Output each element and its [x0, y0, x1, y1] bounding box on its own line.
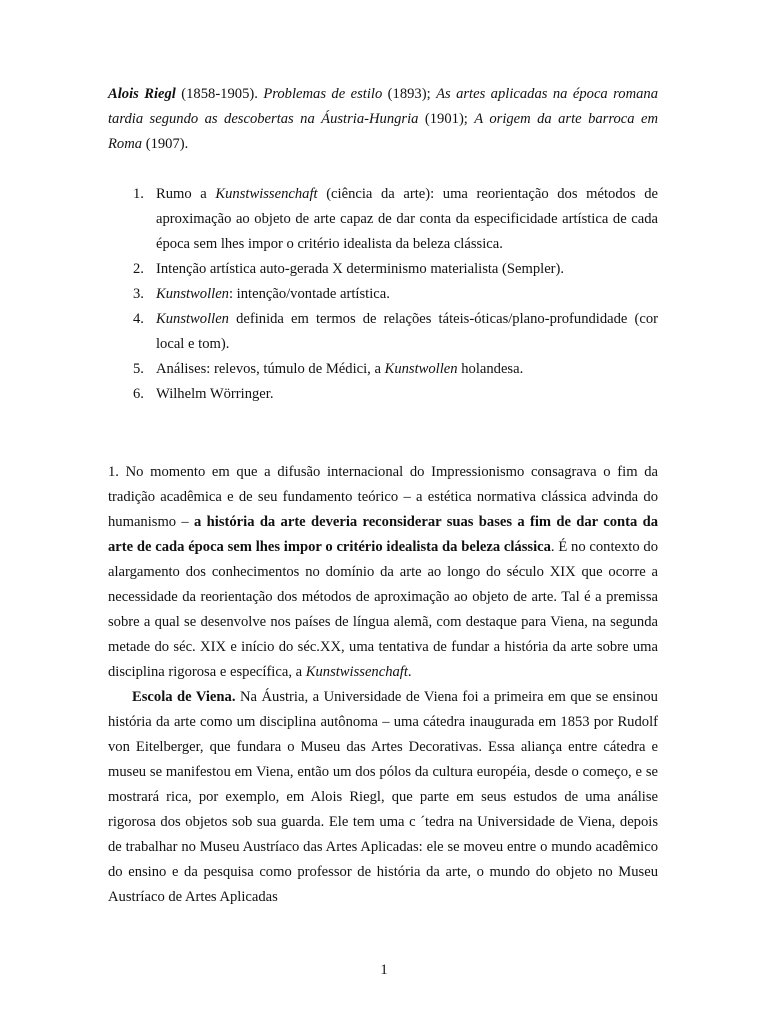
list-italic: Kunstwollen [384, 361, 458, 377]
list-text: holandesa. [457, 361, 524, 377]
list-item [108, 382, 658, 407]
list-number: 4. [133, 311, 144, 327]
paragraph-bold: a história da arte deveria reconsiderar suas bases a fim de dar conta da arte de cada época sem lhes impor o critério idealista da beleza clássica [108, 514, 658, 555]
list-item [108, 357, 658, 382]
list-number: 5. [133, 361, 144, 377]
paragraph-text: Na Áustria, a Universidade de Viena foi a primeira em que se ensinou história da arte como um disciplina autônoma – uma cátedra inaugurada em 1853 por Rudolf von Eitelberger, que fundara o Museu das Artes Decorativas. Essa aliança entre cátedra e museu se manifestou em Viena, então um dos pólos da cultura européia, desde o começo, e se mostrará rica, por exemplo, em Alois Riegl, que parte em seus estudos de uma análise rigorosa dos objetos sob sua guarda. Ele tem uma c ´tedra na Universidade de Viena, depois de trabalhar no Museu Austríaco das Artes Aplicadas: ele se moveu entre o mundo acadêmico do ensino e da pesquisa como professor de história da arte, o mundo do objeto no Museu Austríaco de Artes Aplicadas [108, 689, 658, 905]
list-italic: Kunstwollen [156, 311, 229, 327]
page-number: 1 [380, 962, 388, 978]
author-name: Alois Riegl [108, 86, 176, 102]
list-number: 2. [133, 261, 144, 277]
body-text [108, 460, 658, 910]
list-number: 6. [133, 386, 144, 402]
list-italic: Kunstwissenchaft [215, 186, 318, 202]
list-item [108, 282, 658, 307]
intro-paragraph [108, 82, 658, 157]
list-text: Análises: relevos, túmulo de Médici, a [156, 361, 385, 377]
work-title-3: A origem da arte barroca em Roma [108, 111, 658, 152]
work-title-1: Problemas de estilo [263, 86, 383, 102]
paragraph-text: 1. No momento em que a difusão internacional do Impressionismo consagrava o fim da tradição acadêmica e de seu fundamento teórico – a estética normativa clássica advinda do humanismo – [108, 464, 658, 530]
list-text: Wilhelm Wörringer. [156, 386, 274, 402]
work-year-2: (1901); [418, 111, 475, 127]
list-text: : intenção/vontade artística. [228, 286, 390, 302]
paragraph-italic: Kunstwissenchaft [305, 664, 408, 680]
section-heading: Escola de Viena. [132, 689, 236, 705]
list-text: definida em termos de relações táteis-óticas/plano-profundidade (cor local e tom). [156, 311, 658, 352]
paragraph-1 [108, 460, 658, 685]
work-year-3: (1907). [142, 136, 189, 152]
paragraph-text: . É no contexto do alargamento dos conhecimentos no domínio da arte ao longo do século XIX que ocorre a necessidade da reorientação dos métodos de aproximação ao objeto de arte. Tal é a premissa sobre a qual se desenvolve nos países de língua alemã, com destaque para Viena, na segunda metade do séc. XIX e início do séc.XX, uma tentativa de fundar a história da arte sobre uma disciplina rigorosa e específica, a [108, 539, 658, 680]
list-number: 3. [133, 286, 144, 302]
list-text: Intenção artística auto-gerada X determinismo materialista (Sempler). [156, 261, 565, 277]
list-italic: Kunstwollen [156, 286, 229, 302]
list-number: 1. [133, 186, 144, 202]
numbered-list [108, 182, 658, 407]
list-text: (ciência da arte): uma reorientação dos métodos de aproximação ao objeto de arte capaz de dar conta da especificidade artística de cada época sem lhes impor o critério idealista da beleza clássica. [156, 186, 658, 252]
author-dates: (1858-1905). [175, 86, 264, 102]
paragraph-2 [108, 685, 658, 910]
list-item [108, 307, 658, 357]
work-title-2: As artes aplicadas na época romana tardia segundo as descobertas na Áustria-Hungria [108, 86, 659, 127]
list-item [108, 257, 658, 282]
list-item [108, 182, 658, 257]
work-year-1: (1893); [382, 86, 437, 102]
paragraph-text: . [407, 664, 412, 680]
list-text: Rumo a [156, 186, 216, 202]
